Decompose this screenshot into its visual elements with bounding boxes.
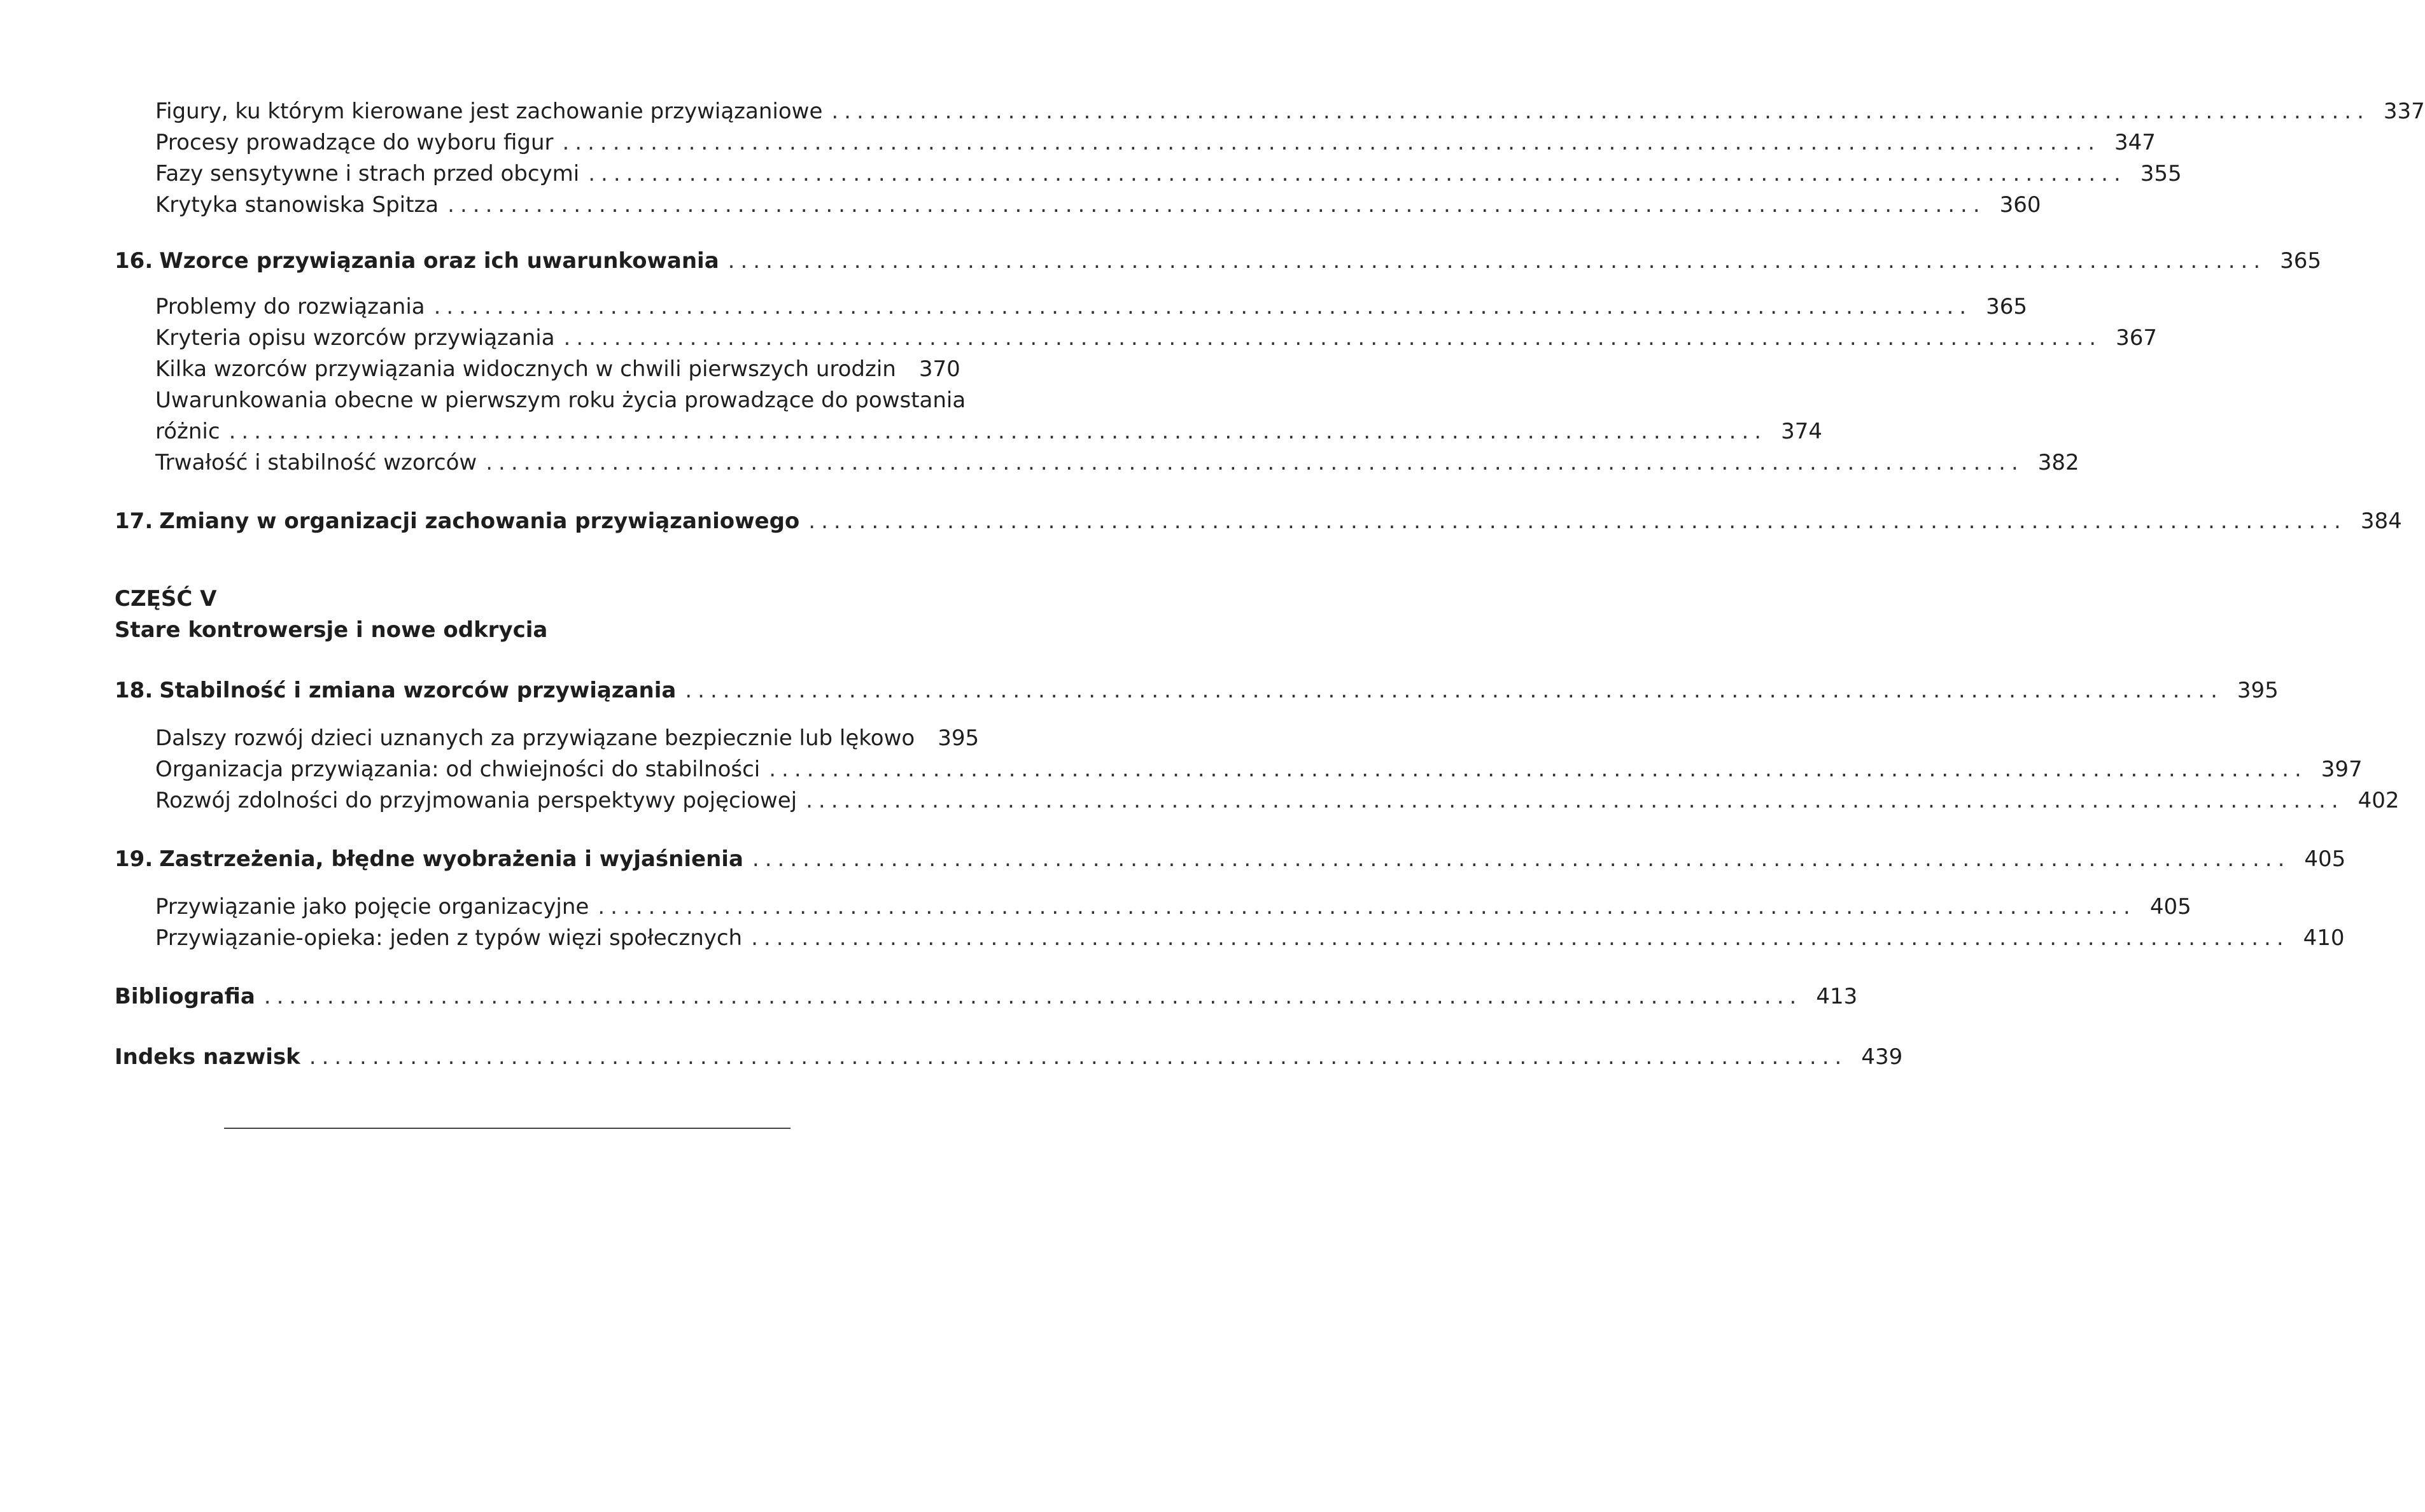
dot-leader: .......................................................................................................................... bbox=[264, 984, 1803, 1009]
toc-entry-title-line1: Uwarunkowania obecne w pierwszym roku życia prowadzące do powstania bbox=[155, 388, 966, 413]
toc-entry-title: Figury, ku którym kierowane jest zachowanie przywiązaniowe bbox=[155, 99, 823, 124]
toc-entry bbox=[155, 923, 2345, 953]
chapter-page: 365 bbox=[2280, 248, 2322, 274]
toc-entry-title: Problemy do rozwiązania bbox=[155, 294, 425, 319]
toc-entry bbox=[155, 754, 2363, 785]
toc-entry bbox=[155, 785, 2400, 816]
toc-entry bbox=[155, 354, 959, 384]
dot-leader: .......................................................................................................................... bbox=[769, 757, 2307, 782]
chapter-title: Zmiany w organizacji zachowania przywiązaniowego bbox=[159, 508, 800, 534]
toc-entry-page: 355 bbox=[2140, 161, 2182, 186]
toc-entry-title: Kilka wzorców przywiązania widocznych w chwili pierwszych urodzin bbox=[155, 356, 896, 382]
toc-chapter-16 bbox=[115, 246, 2322, 276]
toc-entry bbox=[155, 291, 2028, 322]
dot-leader: .......................................................................................................................... bbox=[808, 508, 2347, 534]
toc-entry bbox=[155, 158, 2182, 189]
dot-leader: .......................................................................................................................... bbox=[433, 294, 1972, 319]
index-page: 439 bbox=[1861, 1044, 1903, 1070]
toc-entry-title: Przywiązanie-opieka: jeden z typów więzi społecznych bbox=[155, 925, 743, 951]
toc-index bbox=[115, 1042, 1903, 1072]
toc-entry-title: Kryteria opisu wzorców przywiązania bbox=[155, 325, 555, 351]
toc-chapter-19 bbox=[115, 844, 2346, 874]
dot-leader: .......................................................................................................................... bbox=[751, 925, 2289, 951]
dot-leader: .......................................................................................................................... bbox=[447, 192, 1986, 218]
toc-entry-page: 397 bbox=[2321, 757, 2363, 782]
bibliography-page: 413 bbox=[1816, 984, 1858, 1009]
toc-entry-page: 360 bbox=[1999, 192, 2041, 218]
toc-entry-page: 347 bbox=[2114, 130, 2156, 155]
toc-chapter-17 bbox=[115, 506, 2402, 536]
toc-entry-page: 395 bbox=[938, 725, 980, 751]
chapter-title: Zastrzeżenia, błędne wyobrażenia i wyjaśnienia bbox=[159, 846, 743, 872]
toc-entry-title: Przywiązanie jako pojęcie organizacyjne bbox=[155, 894, 589, 920]
toc-entry-page: 365 bbox=[1986, 294, 2028, 319]
dot-leader: .......................................................................................................................... bbox=[309, 1044, 1848, 1070]
toc-entry-page: 337 bbox=[2383, 99, 2425, 124]
toc-entry-title: Rozwój zdolności do przyjmowania perspektywy pojęciowej bbox=[155, 788, 798, 813]
chapter-number: 19. bbox=[115, 846, 153, 872]
chapter-number: 18. bbox=[115, 678, 153, 703]
chapter-page: 405 bbox=[2304, 846, 2346, 872]
toc-entry bbox=[155, 447, 2079, 478]
toc-entry-title: Procesy prowadzące do wyboru figur bbox=[155, 130, 554, 155]
toc-entry-page: 410 bbox=[2303, 925, 2345, 951]
toc-entry bbox=[155, 127, 2156, 158]
toc-entry-page: 402 bbox=[2358, 788, 2400, 813]
chapter-number: 16. bbox=[115, 248, 153, 274]
toc-entry bbox=[155, 96, 2425, 127]
dot-leader: .......................................................................................................................... bbox=[685, 678, 2223, 703]
toc-entry-title: Dalszy rozwój dzieci uznanych za przywiązane bezpiecznie lub lękowo bbox=[155, 725, 915, 751]
chapter-title: Wzorce przywiązania oraz ich uwarunkowania bbox=[159, 248, 719, 274]
dot-leader: .......................................................................................................................... bbox=[563, 325, 2102, 351]
dot-leader: .......................................................................................................................... bbox=[728, 248, 2267, 274]
toc-entry-title-line2: różnic bbox=[155, 419, 220, 444]
toc-entry bbox=[155, 416, 1823, 447]
dot-leader: .......................................................................................................................... bbox=[598, 894, 2136, 920]
toc-entry bbox=[155, 190, 2041, 220]
dot-leader: .......................................................................................................................... bbox=[562, 130, 2101, 155]
dot-leader: .......................................................................................................................... bbox=[228, 419, 1768, 444]
dot-leader: .......................................................................................................................... bbox=[831, 99, 2370, 124]
toc-chapter-18 bbox=[115, 675, 2279, 706]
dot-leader: .......................................................................................................................... bbox=[806, 788, 2344, 813]
chapter-title: Stabilność i zmiana wzorców przywiązania bbox=[159, 678, 677, 703]
chapter-page: 395 bbox=[2237, 678, 2279, 703]
chapter-page: 384 bbox=[2360, 508, 2402, 534]
dot-leader: .......................................................................................................................... bbox=[752, 846, 2291, 872]
dot-leader: .......................................................................................................................... bbox=[486, 450, 2024, 475]
toc-entry-title: Krytyka stanowiska Spitza bbox=[155, 192, 439, 218]
dot-leader: .......................................................................................................................... bbox=[588, 161, 2126, 186]
toc-entry-page: 370 bbox=[918, 356, 960, 382]
bibliography-title: Bibliografia bbox=[115, 984, 255, 1009]
toc-entry bbox=[155, 892, 2191, 922]
toc-entry-title: Trwałość i stabilność wzorców bbox=[155, 450, 477, 475]
toc-entry bbox=[155, 323, 2157, 353]
toc-entry-page: 405 bbox=[2149, 894, 2191, 920]
toc-entry bbox=[155, 723, 980, 753]
part-title: Stare kontrowersje i nowe odkrycia bbox=[115, 617, 548, 643]
toc-entry-page: 382 bbox=[2037, 450, 2079, 475]
toc-entry-page: 374 bbox=[1781, 419, 1823, 444]
closing-rule bbox=[224, 1128, 791, 1129]
toc-bibliography bbox=[115, 981, 1858, 1012]
toc-entry-title: Fazy sensytywne i strach przed obcymi bbox=[155, 161, 580, 186]
toc-entry-page: 367 bbox=[2116, 325, 2157, 351]
part-label: CZĘŚĆ V bbox=[115, 586, 217, 612]
toc-entry-title: Organizacja przywiązania: od chwiejności do stabilności bbox=[155, 757, 761, 782]
chapter-number: 17. bbox=[115, 508, 153, 534]
index-title: Indeks nazwisk bbox=[115, 1044, 300, 1070]
